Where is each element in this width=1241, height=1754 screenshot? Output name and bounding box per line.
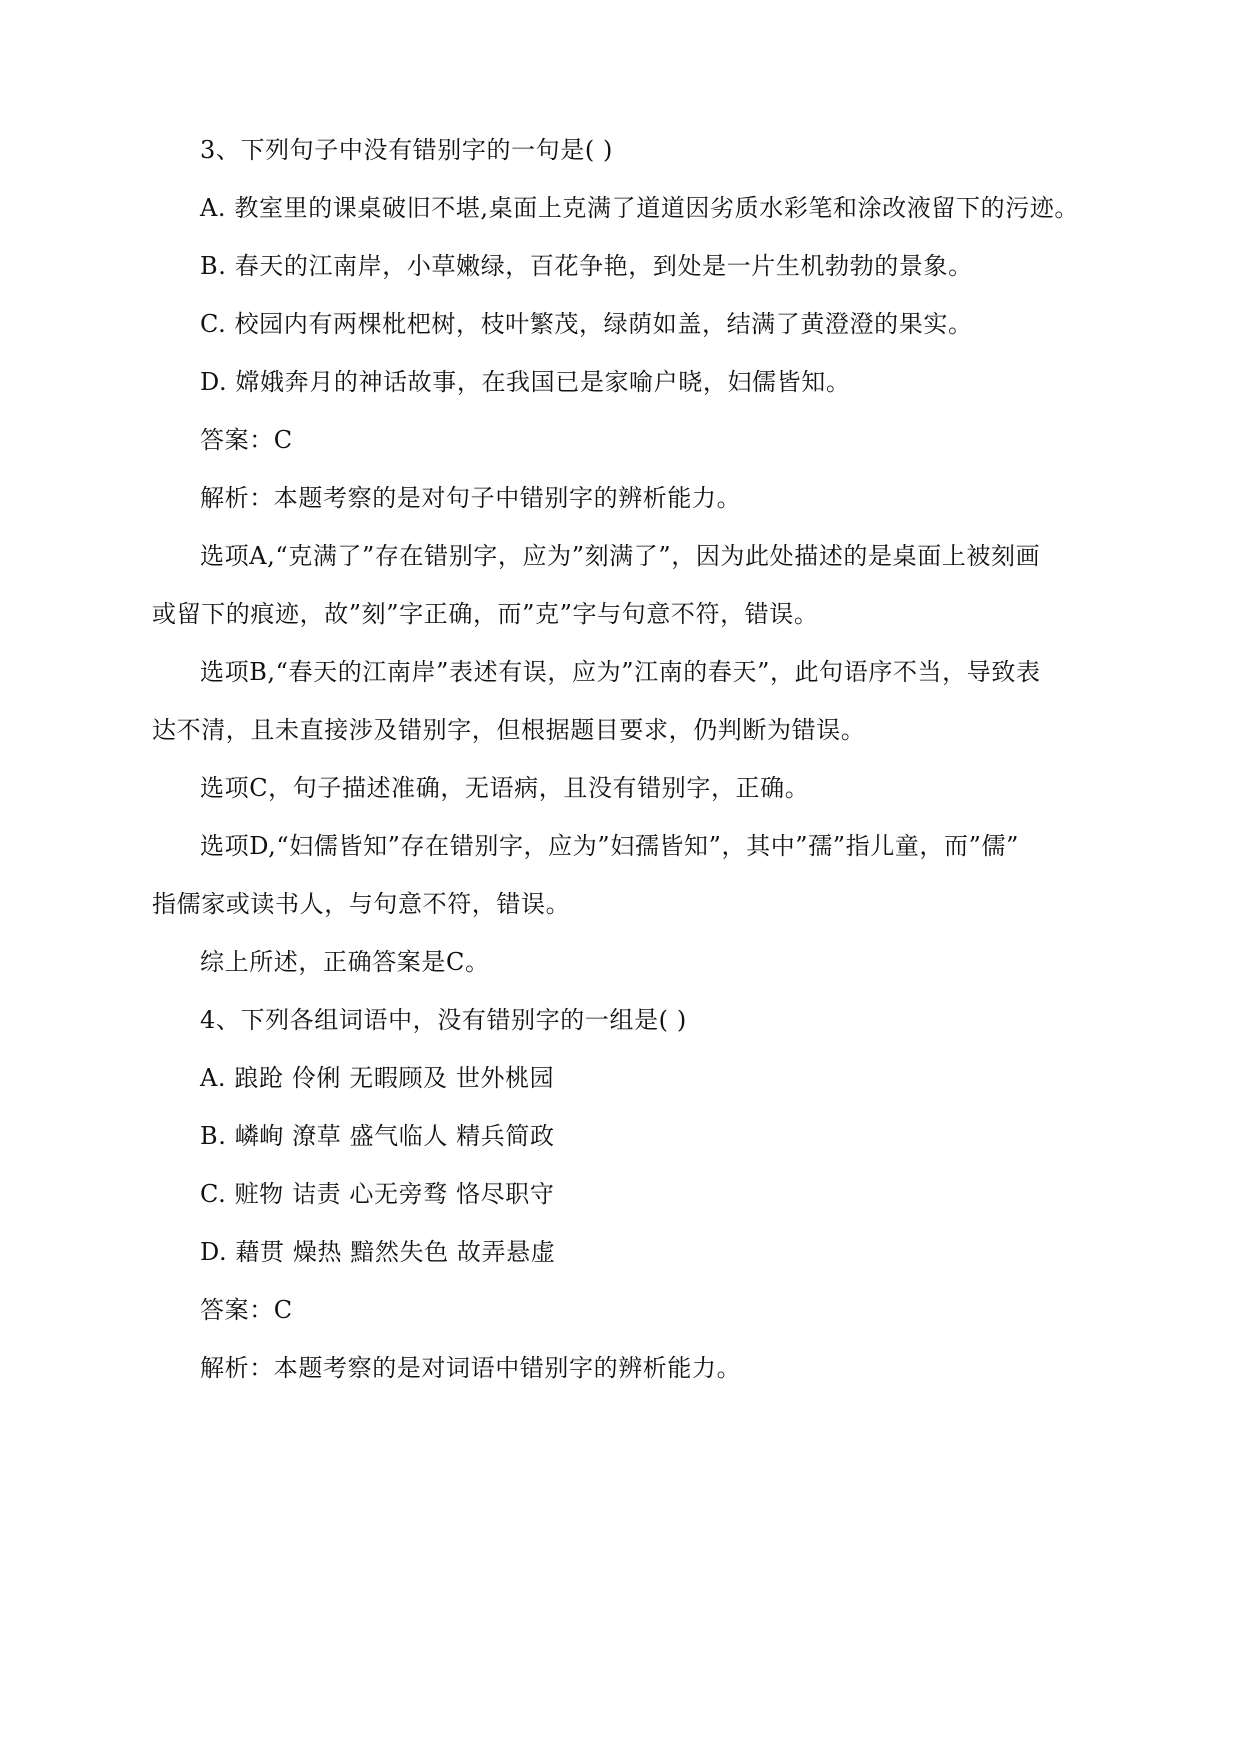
q3-analysis-a-line1: 选项A,“克满了”存在错别字，应为”刻满了”，因为此处描述的是桌面上被刻画 [200,542,1041,570]
q3-option-d: D. 嫦娥奔月的神话故事，在我国已是家喻户晓，妇儒皆知。 [200,368,851,396]
q3-analysis-d-line1: 选项D,“妇儒皆知”存在错别字，应为”妇孺皆知”，其中”孺”指儿童，而”儒” [200,832,1019,860]
q3-analysis-b-line1: 选项B,“春天的江南岸”表述有误，应为”江南的春天”，此句语序不当，导致表 [200,658,1041,686]
q4-option-c: C. 赃物 诘责 心无旁骛 恪尽职守 [200,1180,555,1208]
q4-analysis-intro: 解析：本题考察的是对词语中错别字的辨析能力。 [200,1354,742,1382]
q3-analysis-intro: 解析：本题考察的是对句子中错别字的辨析能力。 [200,484,742,512]
q3-stem: 3、下列句子中没有错别字的一句是( ) [200,136,614,164]
q4-stem: 4、下列各组词语中，没有错别字的一组是( ) [200,1006,687,1034]
q3-analysis-c: 选项C，句子描述准确，无语病，且没有错别字，正确。 [200,774,810,802]
q3-analysis-d-line2: 指儒家或读书人，与句意不符，错误。 [152,890,571,918]
q4-option-d: D. 藉贯 燥热 黯然失色 故弄悬虚 [200,1238,556,1266]
q3-answer: 答案：C [200,426,293,454]
q4-option-b: B. 嶙峋 潦草 盛气临人 精兵简政 [200,1122,555,1150]
q3-summary: 综上所述，正确答案是C。 [200,948,490,976]
q3-option-a: A. 教室里的课桌破旧不堪,桌面上克满了道道因劣质水彩笔和涂改液留下的污迹。 [200,194,1080,222]
q4-answer: 答案：C [200,1296,293,1324]
q4-option-a: A. 踉跄 伶俐 无暇顾及 世外桃园 [200,1064,555,1092]
q3-analysis-b-line2: 达不清，且未直接涉及错别字，但根据题目要求，仍判断为错误。 [152,716,866,744]
q3-option-c: C. 校园内有两棵枇杷树，枝叶繁茂，绿荫如盖，结满了黄澄澄的果实。 [200,310,973,338]
q3-analysis-a-line2: 或留下的痕迹，故”刻”字正确，而”克”字与句意不符，错误。 [152,600,819,628]
q3-option-b: B. 春天的江南岸，小草嫩绿，百花争艳，到处是一片生机勃勃的景象。 [200,252,973,280]
